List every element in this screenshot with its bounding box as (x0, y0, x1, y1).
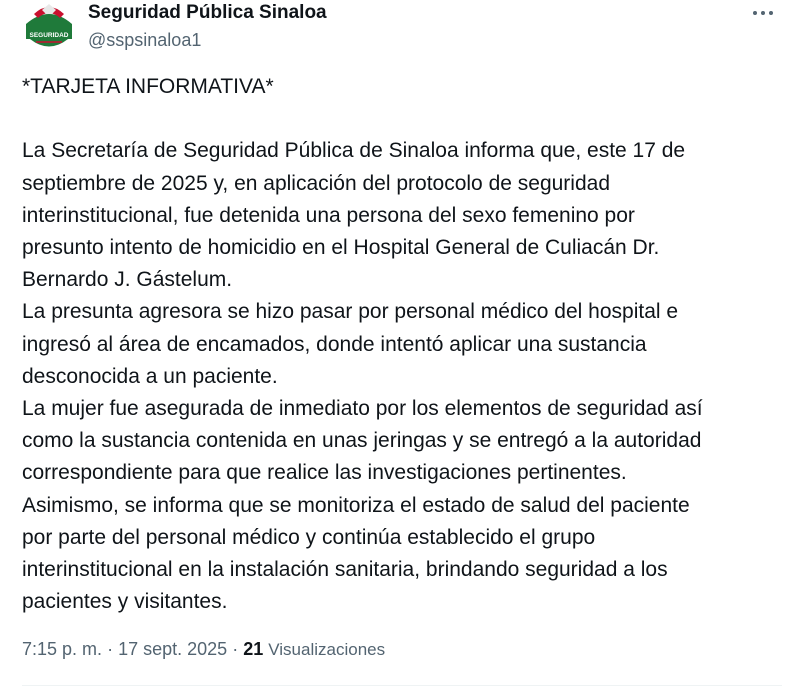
views-count[interactable]: 21 (243, 639, 264, 659)
post-paragraph: Asimismo, se informa que se monitoriza el estado de salud del paciente por parte del personal médico y continúa establecido el grupo interinstitucional en la instalación sanitaria, brindando seguridad a los pacientes y visitantes. (22, 493, 690, 614)
post-text (22, 71, 792, 618)
paragraph-spacer (22, 103, 792, 135)
more-horizontal-icon (761, 11, 765, 15)
post-title: *TARJETA INFORMATIVA* (22, 75, 274, 98)
post-paragraph: La Secretaría de Seguridad Pública de Sinaloa informa que, este 17 de septiembre de 2025 y, en aplicación del protocolo de seguridad interinstitucional, fue detenida una persona del sexo femenino por presunto intento de homicidio en el Hospital General de Culiacán Dr. Bernardo J. Gástelum. (22, 139, 686, 292)
more-horizontal-icon (753, 11, 757, 15)
more-options-button[interactable] (746, 0, 780, 26)
author-handle[interactable]: @sspsinaloa1 (88, 30, 202, 50)
meta-separator: · (107, 639, 114, 659)
author-name[interactable]: Seguridad Pública Sinaloa (88, 2, 327, 23)
post-time[interactable]: 7:15 p. m. (22, 639, 103, 659)
post-meta (22, 637, 385, 662)
avatar[interactable] (22, 0, 76, 54)
avatar-label: SEGURIDAD (29, 32, 69, 39)
more-horizontal-icon (769, 11, 773, 15)
post-header (0, 0, 800, 60)
post-paragraph: La presunta agresora se hizo pasar por personal médico del hospital e ingresó al área de encamados, donde intentó aplicar una sustancia desconocida a un paciente. (22, 300, 679, 388)
meta-separator: · (232, 639, 239, 659)
views-label[interactable]: Visualizaciones (268, 640, 386, 659)
divider (22, 685, 782, 686)
post-date[interactable]: 17 sept. 2025 (118, 639, 228, 659)
post-paragraph: La mujer fue asegurada de inmediato por los elementos de seguridad así como la sustancia contenida en unas jeringas y se entregó a la autoridad correspondiente para que realice las investigaciones pertinentes. (22, 397, 703, 485)
ssp-logo-icon (22, 0, 76, 54)
